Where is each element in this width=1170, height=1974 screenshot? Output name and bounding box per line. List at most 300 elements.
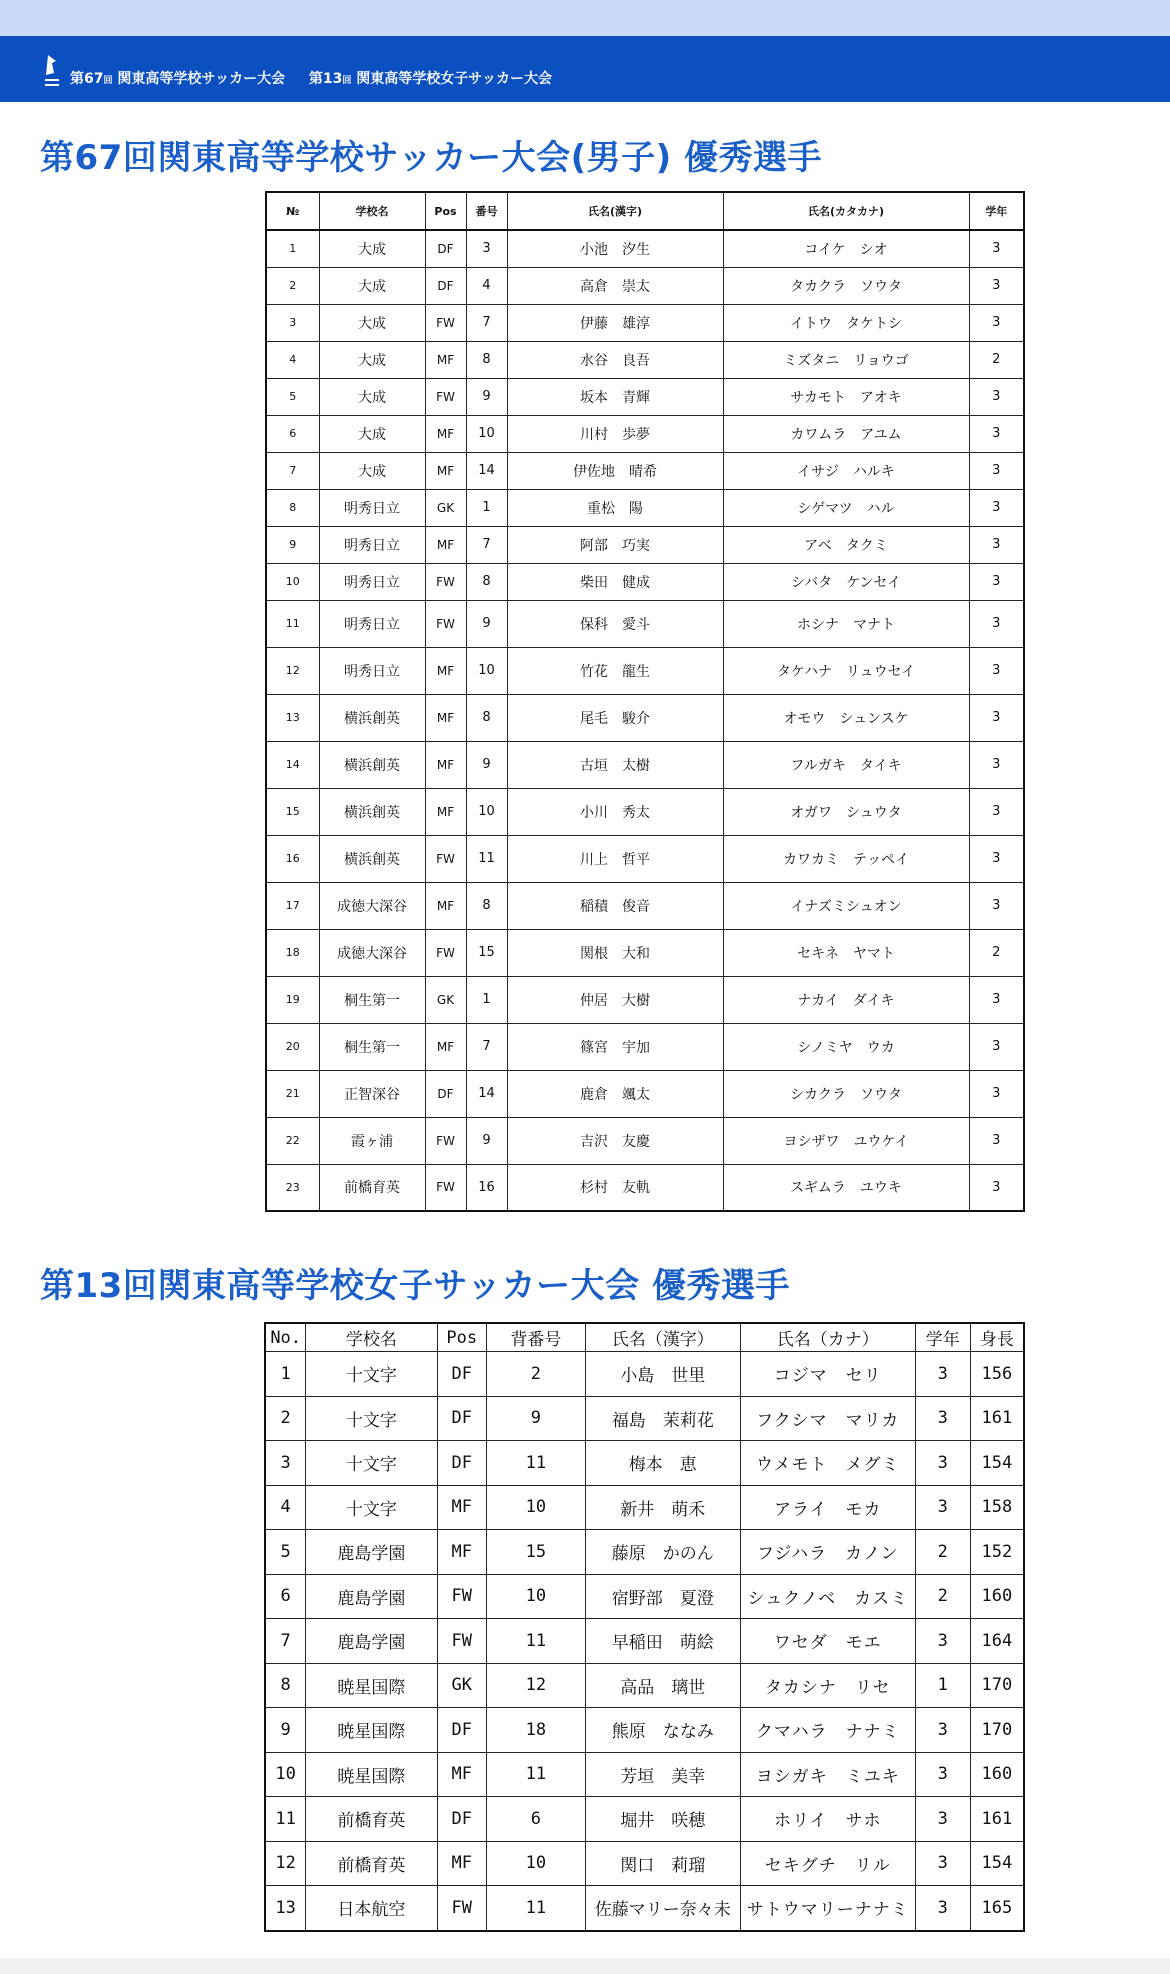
cell-pos: GK [425, 976, 466, 1023]
cell-kana: ホシナ マナト [723, 600, 969, 647]
cell-num: 14 [466, 452, 507, 489]
cell-kana: イナズミシュオン [723, 882, 969, 929]
cell-pos: MF [425, 694, 466, 741]
boys-table-row [266, 647, 1024, 694]
cell-height: 161 [970, 1797, 1024, 1842]
cell-grade: 3 [969, 694, 1024, 741]
banner-edition1-prefix: 第67 [70, 71, 104, 87]
cell-pos: FW [437, 1886, 486, 1931]
boys-table-row [266, 378, 1024, 415]
cell-pos: MF [425, 1023, 466, 1070]
cell-kana: アライ モカ [740, 1485, 915, 1530]
cell-pos: FW [425, 835, 466, 882]
cell-grade: 3 [969, 600, 1024, 647]
boys-section-title: 第67回関東高等学校サッカー大会(男子) 優秀選手 [40, 138, 823, 178]
cell-kanji: 熊原 ななみ [585, 1708, 740, 1753]
cell-kanji: 高品 璃世 [585, 1663, 740, 1708]
cell-kana: コジマ セリ [740, 1352, 915, 1397]
cell-school: 霞ヶ浦 [319, 1117, 425, 1164]
cell-kana: カワカミ テッペイ [723, 835, 969, 882]
cell-grade: 3 [915, 1752, 970, 1797]
cell-kana: サトウマリーナナミ [740, 1886, 915, 1931]
cell-kanji: 伊佐地 晴希 [507, 452, 723, 489]
boys-table-row [266, 452, 1024, 489]
cell-num: 7 [466, 304, 507, 341]
cell-pos: MF [437, 1752, 486, 1797]
cell-no: 10 [266, 563, 319, 600]
cell-school: 明秀日立 [319, 489, 425, 526]
cell-kanji: 芳垣 美幸 [585, 1752, 740, 1797]
cell-kana: コイケ シオ [723, 230, 969, 267]
boys-table-row [266, 304, 1024, 341]
cell-kanji: 関口 莉瑠 [585, 1841, 740, 1886]
girls-players-table [264, 1322, 1025, 1932]
cell-grade: 3 [915, 1485, 970, 1530]
girls-table-row [265, 1441, 1024, 1486]
cell-school: 成徳大深谷 [319, 882, 425, 929]
cell-kana: オモウ シュンスケ [723, 694, 969, 741]
cell-grade: 3 [969, 230, 1024, 267]
boys-table-row [266, 563, 1024, 600]
cell-num: 14 [466, 1070, 507, 1117]
cell-school: 桐生第一 [319, 976, 425, 1023]
cell-school: 鹿島学園 [306, 1574, 437, 1619]
cell-kanji: 吉沢 友慶 [507, 1117, 723, 1164]
header-banner [0, 36, 1170, 102]
bottom-bar [0, 1958, 1170, 1974]
cell-no: 19 [266, 976, 319, 1023]
cell-school: 大成 [319, 415, 425, 452]
cell-grade: 3 [915, 1441, 970, 1486]
boys-players-table [265, 191, 1025, 1212]
cell-school: 成徳大深谷 [319, 929, 425, 976]
cell-school: 横浜創英 [319, 835, 425, 882]
cell-height: 160 [970, 1752, 1024, 1797]
cell-no: 20 [266, 1023, 319, 1070]
col-header-grade: 学年 [915, 1323, 970, 1352]
cell-pos: MF [425, 788, 466, 835]
cell-kana: オガワ シュウタ [723, 788, 969, 835]
cell-pos: DF [437, 1441, 486, 1486]
cell-school: 大成 [319, 267, 425, 304]
cell-num: 3 [466, 230, 507, 267]
col-header-name-kana: 氏名(カタカナ) [723, 192, 969, 230]
cell-num: 10 [466, 415, 507, 452]
boys-table-row [266, 1023, 1024, 1070]
boys-table-row [266, 1164, 1024, 1211]
cell-grade: 3 [915, 1352, 970, 1397]
cell-pos: DF [425, 230, 466, 267]
cell-no: 2 [266, 267, 319, 304]
cell-kanji: 柴田 健成 [507, 563, 723, 600]
cell-kana: シゲマツ ハル [723, 489, 969, 526]
cell-height: 158 [970, 1485, 1024, 1530]
cell-pos: MF [425, 882, 466, 929]
cell-school: 日本航空 [306, 1886, 437, 1931]
cell-no: 1 [266, 230, 319, 267]
cell-pos: FW [425, 929, 466, 976]
cell-grade: 3 [969, 976, 1024, 1023]
cell-kana: イトウ タケトシ [723, 304, 969, 341]
cell-kanji: 堀井 咲穂 [585, 1797, 740, 1842]
cell-num: 1 [466, 976, 507, 1023]
cell-pos: MF [437, 1530, 486, 1575]
cell-num: 7 [466, 526, 507, 563]
cell-kana: ウメモト メグミ [740, 1441, 915, 1486]
cell-grade: 3 [969, 835, 1024, 882]
top-status-strip [0, 0, 1170, 36]
col-header-no: No. [265, 1323, 306, 1352]
cell-pos: DF [437, 1396, 486, 1441]
cell-pos: FW [437, 1574, 486, 1619]
banner-edition2-prefix: 第13 [308, 71, 343, 87]
cell-kanji: 小川 秀太 [507, 788, 723, 835]
cell-kanji: 重松 陽 [507, 489, 723, 526]
cell-grade: 3 [969, 378, 1024, 415]
cell-no: 8 [265, 1663, 306, 1708]
cell-grade: 3 [969, 882, 1024, 929]
cell-grade: 3 [915, 1708, 970, 1753]
cell-kana: フクシマ マリカ [740, 1396, 915, 1441]
cell-no: 12 [265, 1841, 306, 1886]
cell-pos: FW [437, 1619, 486, 1664]
cell-kanji: 篠宮 宇加 [507, 1023, 723, 1070]
cell-kanji: 川村 歩夢 [507, 415, 723, 452]
cell-kanji: 川上 哲平 [507, 835, 723, 882]
cell-kanji: 古垣 太樹 [507, 741, 723, 788]
cell-grade: 3 [969, 788, 1024, 835]
cell-num: 1 [466, 489, 507, 526]
cell-kana: フルガキ タイキ [723, 741, 969, 788]
cell-num: 10 [486, 1841, 585, 1886]
cell-kanji: 仲居 大樹 [507, 976, 723, 1023]
cell-grade: 3 [969, 526, 1024, 563]
cell-pos: GK [437, 1663, 486, 1708]
cell-height: 154 [970, 1841, 1024, 1886]
cell-no: 21 [266, 1070, 319, 1117]
cell-height: 152 [970, 1530, 1024, 1575]
cell-pos: MF [425, 415, 466, 452]
cell-kana: サカモト アオキ [723, 378, 969, 415]
cell-school: 十文字 [306, 1396, 437, 1441]
cell-grade: 3 [969, 741, 1024, 788]
cell-kanji: 鹿倉 颯太 [507, 1070, 723, 1117]
cell-kana: シュクノベ カスミ [740, 1574, 915, 1619]
cell-no: 9 [266, 526, 319, 563]
cell-num: 8 [466, 882, 507, 929]
cell-grade: 3 [915, 1797, 970, 1842]
cell-grade: 3 [915, 1396, 970, 1441]
boys-table-row [266, 835, 1024, 882]
cell-pos: FW [425, 600, 466, 647]
cell-kanji: 関根 大和 [507, 929, 723, 976]
cell-school: 十文字 [306, 1352, 437, 1397]
cell-num: 9 [486, 1396, 585, 1441]
cell-num: 7 [466, 1023, 507, 1070]
cell-kanji: 佐藤マリー奈々未 [585, 1886, 740, 1931]
cell-no: 9 [265, 1708, 306, 1753]
cell-school: 横浜創英 [319, 788, 425, 835]
cell-kanji: 小池 汐生 [507, 230, 723, 267]
cell-no: 13 [266, 694, 319, 741]
girls-table-row [265, 1485, 1024, 1530]
banner-edition2-name: 関東高等学校女子サッカー大会 [356, 71, 552, 87]
girls-table-row [265, 1574, 1024, 1619]
cell-kanji: 伊藤 雄淳 [507, 304, 723, 341]
cell-pos: MF [425, 741, 466, 788]
girls-header-row [265, 1323, 1024, 1352]
cell-school: 大成 [319, 304, 425, 341]
col-header-name-kanji: 氏名(漢字) [507, 192, 723, 230]
cell-grade: 3 [969, 489, 1024, 526]
cell-no: 3 [265, 1441, 306, 1486]
cell-pos: DF [437, 1352, 486, 1397]
cell-school: 横浜創英 [319, 694, 425, 741]
banner-edition2-small: 回 [342, 76, 352, 86]
cell-school: 十文字 [306, 1441, 437, 1486]
cell-kanji: 小島 世里 [585, 1352, 740, 1397]
cell-no: 13 [265, 1886, 306, 1931]
cell-num: 15 [486, 1530, 585, 1575]
cell-no: 11 [265, 1797, 306, 1842]
cell-kana: アベ タクミ [723, 526, 969, 563]
cell-no: 2 [265, 1396, 306, 1441]
boys-table-row [266, 976, 1024, 1023]
cell-grade: 3 [969, 452, 1024, 489]
cell-kanji: 福島 茉莉花 [585, 1396, 740, 1441]
cell-school: 前橋育英 [306, 1797, 437, 1842]
cell-pos: MF [425, 452, 466, 489]
cell-pos: FW [425, 304, 466, 341]
cell-num: 8 [466, 563, 507, 600]
cell-num: 10 [486, 1574, 585, 1619]
cell-school: 鹿島学園 [306, 1530, 437, 1575]
cell-school: 十文字 [306, 1485, 437, 1530]
girls-table-row [265, 1797, 1024, 1842]
cell-height: 154 [970, 1441, 1024, 1486]
cell-grade: 2 [915, 1530, 970, 1575]
cell-school: 明秀日立 [319, 526, 425, 563]
boys-table-row [266, 526, 1024, 563]
cell-pos: MF [425, 341, 466, 378]
cell-num: 10 [466, 788, 507, 835]
cell-num: 16 [466, 1164, 507, 1211]
cell-school: 大成 [319, 452, 425, 489]
col-header-school: 学校名 [306, 1323, 437, 1352]
cell-num: 4 [466, 267, 507, 304]
cell-grade: 3 [969, 1164, 1024, 1211]
girls-table-row [265, 1752, 1024, 1797]
cell-num: 9 [466, 741, 507, 788]
girls-section-title: 第13回関東高等学校女子サッカー大会 優秀選手 [40, 1266, 790, 1306]
col-header-height: 身長 [970, 1323, 1024, 1352]
cell-grade: 3 [915, 1619, 970, 1664]
cell-kana: スギムラ ユウキ [723, 1164, 969, 1211]
cell-num: 10 [486, 1485, 585, 1530]
boys-table-row [266, 1070, 1024, 1117]
girls-table-row [265, 1396, 1024, 1441]
cell-pos: MF [437, 1841, 486, 1886]
cell-no: 5 [265, 1530, 306, 1575]
cell-grade: 3 [915, 1841, 970, 1886]
cell-num: 10 [466, 647, 507, 694]
col-header-pos: Pos [425, 192, 466, 230]
cell-school: 大成 [319, 378, 425, 415]
cell-no: 12 [266, 647, 319, 694]
cell-school: 前橋育英 [319, 1164, 425, 1211]
cell-grade: 3 [969, 563, 1024, 600]
cell-pos: FW [425, 563, 466, 600]
cell-no: 6 [266, 415, 319, 452]
boys-table-row [266, 267, 1024, 304]
cell-school: 桐生第一 [319, 1023, 425, 1070]
cell-grade: 3 [969, 647, 1024, 694]
cell-num: 11 [486, 1441, 585, 1486]
cell-grade: 3 [969, 1023, 1024, 1070]
cell-pos: FW [425, 1164, 466, 1211]
cell-kana: シノミヤ ウカ [723, 1023, 969, 1070]
cell-height: 165 [970, 1886, 1024, 1931]
cell-height: 156 [970, 1352, 1024, 1397]
col-header-number: 番号 [466, 192, 507, 230]
cell-pos: MF [425, 647, 466, 694]
cell-kanji: 竹花 龍生 [507, 647, 723, 694]
cell-kanji: 水谷 良吾 [507, 341, 723, 378]
cell-kana: イサジ ハルキ [723, 452, 969, 489]
cell-no: 5 [266, 378, 319, 415]
cell-num: 12 [486, 1663, 585, 1708]
cell-pos: MF [425, 526, 466, 563]
cell-grade: 1 [915, 1663, 970, 1708]
cell-kanji: 宿野部 夏澄 [585, 1574, 740, 1619]
boys-table-row [266, 882, 1024, 929]
cell-grade: 2 [969, 341, 1024, 378]
boys-table-row [266, 341, 1024, 378]
cell-grade: 2 [915, 1574, 970, 1619]
cell-grade: 3 [915, 1886, 970, 1931]
cell-kana: タカシナ リセ [740, 1663, 915, 1708]
girls-table-row [265, 1841, 1024, 1886]
cell-kana: シバタ ケンセイ [723, 563, 969, 600]
boys-table-row [266, 415, 1024, 452]
col-header-number: 背番号 [486, 1323, 585, 1352]
banner-edition1-name: 関東高等学校サッカー大会 [117, 71, 286, 87]
col-header-no: № [266, 192, 319, 230]
cell-pos: MF [437, 1485, 486, 1530]
cell-pos: DF [425, 1070, 466, 1117]
girls-table-row [265, 1886, 1024, 1931]
cell-school: 暁星国際 [306, 1663, 437, 1708]
cell-no: 15 [266, 788, 319, 835]
col-header-name-kana: 氏名（カナ） [740, 1323, 915, 1352]
boys-table-row [266, 929, 1024, 976]
cell-no: 14 [266, 741, 319, 788]
cell-pos: DF [437, 1708, 486, 1753]
cell-num: 11 [466, 835, 507, 882]
cell-height: 161 [970, 1396, 1024, 1441]
cell-grade: 2 [969, 929, 1024, 976]
cell-no: 10 [265, 1752, 306, 1797]
cell-school: 明秀日立 [319, 563, 425, 600]
girls-table-row [265, 1663, 1024, 1708]
cell-no: 11 [266, 600, 319, 647]
cell-kana: ヨシガキ ミユキ [740, 1752, 915, 1797]
cell-kana: カワムラ アユム [723, 415, 969, 452]
cell-no: 6 [265, 1574, 306, 1619]
cell-school: 正智深谷 [319, 1070, 425, 1117]
cell-kanji: 杉村 友軌 [507, 1164, 723, 1211]
cell-kana: タケハナ リュウセイ [723, 647, 969, 694]
cell-grade: 3 [969, 1117, 1024, 1164]
cell-kana: シカクラ ソウタ [723, 1070, 969, 1117]
cell-school: 前橋育英 [306, 1841, 437, 1886]
cell-kanji: 梅本 恵 [585, 1441, 740, 1486]
cell-kanji: 稲積 俊音 [507, 882, 723, 929]
cell-school: 大成 [319, 341, 425, 378]
boys-table-row [266, 230, 1024, 267]
cell-pos: GK [425, 489, 466, 526]
cell-num: 8 [466, 694, 507, 741]
cell-school: 暁星国際 [306, 1708, 437, 1753]
cell-num: 9 [466, 1117, 507, 1164]
cell-height: 160 [970, 1574, 1024, 1619]
cell-grade: 3 [969, 415, 1024, 452]
cell-no: 18 [266, 929, 319, 976]
cell-kana: ミズタニ リョウゴ [723, 341, 969, 378]
cell-no: 1 [265, 1352, 306, 1397]
girls-table-row [265, 1708, 1024, 1753]
boys-table-row [266, 788, 1024, 835]
cell-num: 11 [486, 1886, 585, 1931]
cell-kana: ナカイ ダイキ [723, 976, 969, 1023]
cell-no: 4 [266, 341, 319, 378]
cell-kana: ホリイ サホ [740, 1797, 915, 1842]
boys-table-row [266, 600, 1024, 647]
col-header-grade: 学年 [969, 192, 1024, 230]
cell-kanji: 保科 愛斗 [507, 600, 723, 647]
boys-header-row [266, 192, 1024, 230]
girls-table-row [265, 1530, 1024, 1575]
cell-kanji: 藤原 かのん [585, 1530, 740, 1575]
cell-num: 2 [486, 1352, 585, 1397]
cell-kana: ヨシザワ ユウケイ [723, 1117, 969, 1164]
cell-pos: FW [425, 1117, 466, 1164]
cell-num: 11 [486, 1619, 585, 1664]
banner-text [70, 68, 552, 88]
cell-kanji: 坂本 青輝 [507, 378, 723, 415]
banner-edition1-small: 回 [103, 76, 113, 86]
cell-kanji: 新井 萌禾 [585, 1485, 740, 1530]
cell-school: 暁星国際 [306, 1752, 437, 1797]
cell-num: 18 [486, 1708, 585, 1753]
boys-table-row [266, 694, 1024, 741]
cell-grade: 3 [969, 1070, 1024, 1117]
cell-kanji: 高倉 崇太 [507, 267, 723, 304]
cell-num: 11 [486, 1752, 585, 1797]
cell-no: 16 [266, 835, 319, 882]
col-header-name-kanji: 氏名（漢字） [585, 1323, 740, 1352]
cell-no: 22 [266, 1117, 319, 1164]
boys-table-row [266, 489, 1024, 526]
cell-kanji: 早稲田 萌絵 [585, 1619, 740, 1664]
cell-num: 15 [466, 929, 507, 976]
cell-no: 17 [266, 882, 319, 929]
cell-kana: フジハラ カノン [740, 1530, 915, 1575]
cell-school: 横浜創英 [319, 741, 425, 788]
cell-num: 8 [466, 341, 507, 378]
cell-no: 7 [266, 452, 319, 489]
cell-kanji: 阿部 巧実 [507, 526, 723, 563]
